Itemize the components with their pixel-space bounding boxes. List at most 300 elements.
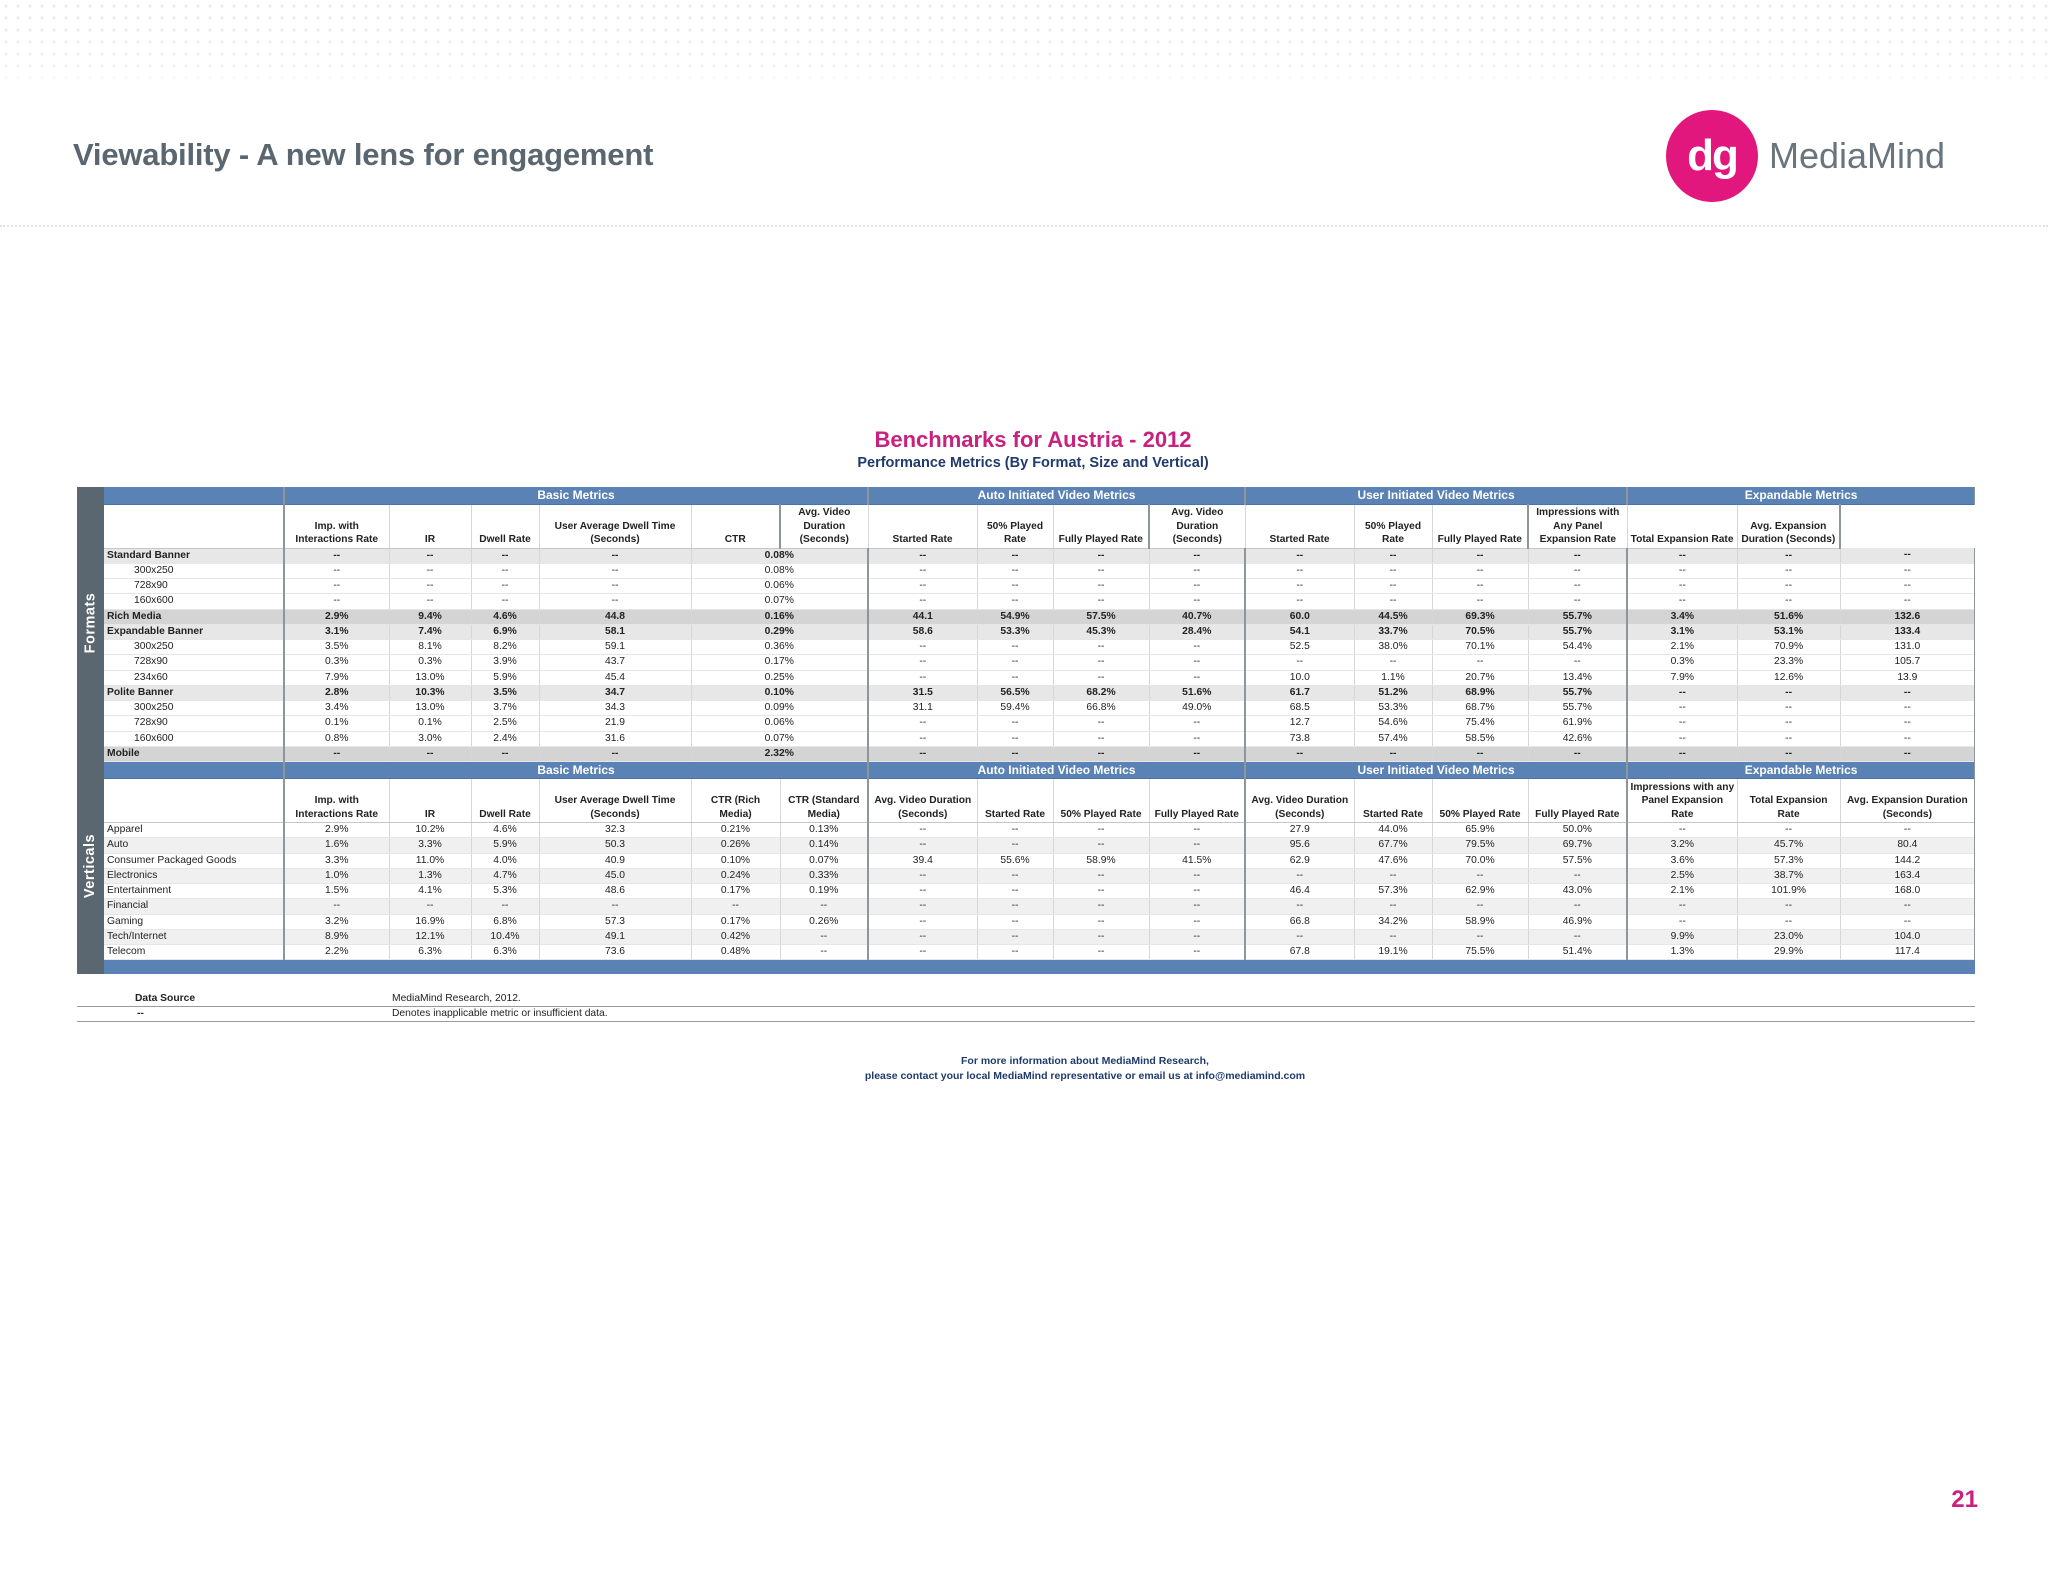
table-cell: 10.4% — [471, 929, 539, 944]
group-header-3: User Initiated Video Metrics — [1245, 762, 1627, 779]
table-cell: -- — [977, 716, 1053, 731]
table-cell: 0.33% — [780, 868, 868, 883]
row-label: Gaming — [104, 914, 284, 929]
column-header: Started Rate — [1245, 504, 1354, 548]
table-cell: -- — [1840, 746, 1975, 761]
table-cell: -- — [471, 563, 539, 578]
table-cell: 55.7% — [1528, 624, 1627, 639]
table-cell: 2.8% — [284, 685, 389, 700]
table-cell: 3.0% — [389, 731, 471, 746]
row-label: 728x90 — [104, 716, 284, 731]
table-cell: 0.08% — [691, 548, 868, 563]
table-cell: -- — [780, 945, 868, 960]
table-cell: -- — [977, 914, 1053, 929]
logo-mark: dg — [1666, 110, 1758, 202]
table-cell: 0.36% — [691, 640, 868, 655]
table-cell: -- — [977, 594, 1053, 609]
table-cell: 0.48% — [691, 945, 780, 960]
table-cell: 16.9% — [389, 914, 471, 929]
table-cell: 51.6% — [1737, 609, 1840, 624]
table-cell: 54.9% — [977, 609, 1053, 624]
header-divider — [0, 225, 2048, 227]
table-cell: 23.3% — [1737, 655, 1840, 670]
table-cell: -- — [1840, 548, 1975, 563]
table-cell: 3.3% — [284, 853, 389, 868]
table-cell: 10.3% — [389, 685, 471, 700]
column-header: Avg. Video Duration (Seconds) — [780, 504, 868, 548]
table-row — [104, 884, 1975, 899]
table-cell: -- — [1737, 579, 1840, 594]
table-cell: 133.4 — [1840, 624, 1975, 639]
table-cell: 51.6% — [1149, 685, 1245, 700]
table-cell: 101.9% — [1737, 884, 1840, 899]
table-cell: -- — [1840, 823, 1975, 838]
table-cell: 45.7% — [1737, 838, 1840, 853]
table-cell: 32.3 — [539, 823, 691, 838]
group-header-row — [104, 487, 1975, 504]
table-cell: 58.5% — [1432, 731, 1528, 746]
table-cell: 11.0% — [389, 853, 471, 868]
table-cell: 59.4% — [977, 701, 1053, 716]
table-cell: 50.0% — [1528, 823, 1627, 838]
table-cell: 4.6% — [471, 823, 539, 838]
table-cell: 13.0% — [389, 701, 471, 716]
group-header-1: Basic Metrics — [284, 487, 868, 504]
table-cell: -- — [1840, 563, 1975, 578]
table-cell: 0.8% — [284, 731, 389, 746]
column-header: Imp. with Interactions Rate — [284, 779, 389, 823]
table-cell: -- — [284, 746, 389, 761]
table-cell: 21.9 — [539, 716, 691, 731]
table-cell: -- — [389, 746, 471, 761]
table-cell: 33.7% — [1354, 624, 1432, 639]
table-cell: 8.9% — [284, 929, 389, 944]
table-cell: 3.2% — [1627, 838, 1737, 853]
table-cell: -- — [1627, 823, 1737, 838]
group-header-3: User Initiated Video Metrics — [1245, 487, 1627, 504]
table-cell: 62.9 — [1245, 853, 1354, 868]
table-row — [104, 670, 1975, 685]
table-cell: 0.25% — [691, 670, 868, 685]
column-header: CTR — [691, 504, 780, 548]
table-cell: -- — [1149, 838, 1245, 853]
table-cell: -- — [977, 945, 1053, 960]
table-cell: -- — [1840, 899, 1975, 914]
table-cell: 0.19% — [780, 884, 868, 899]
table-cell: 9.9% — [1627, 929, 1737, 944]
table-cell: 75.4% — [1432, 716, 1528, 731]
table-cell: -- — [1149, 594, 1245, 609]
table-cell: 0.3% — [389, 655, 471, 670]
table-cell: 163.4 — [1840, 868, 1975, 883]
table-cell: 56.5% — [977, 685, 1053, 700]
table-row — [104, 609, 1975, 624]
table-row — [104, 731, 1975, 746]
table-cell: -- — [977, 563, 1053, 578]
table-cell: 132.6 — [1840, 609, 1975, 624]
table-cell: -- — [1627, 563, 1737, 578]
table-cell: 58.9% — [1053, 853, 1149, 868]
table-cell: -- — [1149, 929, 1245, 944]
table-cell: -- — [1149, 563, 1245, 578]
table-cell: -- — [284, 579, 389, 594]
table-cell: 0.06% — [691, 716, 868, 731]
table-cell: 12.7 — [1245, 716, 1354, 731]
table-cell: 42.6% — [1528, 731, 1627, 746]
row-label: 300x250 — [104, 701, 284, 716]
benchmark-table — [104, 487, 1975, 974]
table-cell: 0.07% — [691, 731, 868, 746]
table-cell: -- — [1354, 579, 1432, 594]
table-cell: -- — [1432, 929, 1528, 944]
table-cell: 20.7% — [1432, 670, 1528, 685]
table-cell: -- — [977, 548, 1053, 563]
table-cell: 0.1% — [284, 716, 389, 731]
table-row — [104, 899, 1975, 914]
row-label: Standard Banner — [104, 548, 284, 563]
column-header: User Average Dwell Time (Seconds) — [539, 779, 691, 823]
table-cell: 3.6% — [1627, 853, 1737, 868]
table-cell: 79.5% — [1432, 838, 1528, 853]
table-cell: 68.7% — [1432, 701, 1528, 716]
table-cell: 0.14% — [780, 838, 868, 853]
table-cell: -- — [1053, 731, 1149, 746]
table-cell: 1.3% — [389, 868, 471, 883]
table-cell: 68.2% — [1053, 685, 1149, 700]
column-header: Avg. Video Duration (Seconds) — [1149, 504, 1245, 548]
table-cell: -- — [1149, 945, 1245, 960]
table-cell: 168.0 — [1840, 884, 1975, 899]
table-cell: 44.0% — [1354, 823, 1432, 838]
table-cell: -- — [868, 731, 977, 746]
table-cell: 3.1% — [284, 624, 389, 639]
table-cell: -- — [1840, 914, 1975, 929]
table-cell: 1.3% — [1627, 945, 1737, 960]
table-cell: -- — [1149, 640, 1245, 655]
table-cell: -- — [868, 563, 977, 578]
table-cell: 0.07% — [780, 853, 868, 868]
table-cell: -- — [1149, 914, 1245, 929]
table-cell: 0.3% — [284, 655, 389, 670]
table-cell: -- — [1245, 929, 1354, 944]
table-cell: 0.08% — [691, 563, 868, 578]
table-cell: -- — [1149, 548, 1245, 563]
benchmark-table-container — [77, 487, 1975, 974]
table-cell: 31.5 — [868, 685, 977, 700]
table-cell: -- — [1528, 563, 1627, 578]
table-cell: 58.6 — [868, 624, 977, 639]
table-cell: -- — [1245, 746, 1354, 761]
table-cell: 40.9 — [539, 853, 691, 868]
table-cell: -- — [1737, 914, 1840, 929]
table-cell: 2.4% — [471, 731, 539, 746]
table-cell: 4.1% — [389, 884, 471, 899]
table-cell: -- — [1840, 701, 1975, 716]
table-cell: 45.3% — [1053, 624, 1149, 639]
column-header: Avg. Video Duration (Seconds) — [868, 779, 977, 823]
table-cell: 44.5% — [1354, 609, 1432, 624]
note-row — [77, 992, 1975, 1007]
table-cell: 0.17% — [691, 655, 868, 670]
table-cell: -- — [284, 548, 389, 563]
table-cell: 3.9% — [471, 655, 539, 670]
table-cell: -- — [1354, 563, 1432, 578]
table-cell: 0.1% — [389, 716, 471, 731]
table-cell: 57.5% — [1053, 609, 1149, 624]
group-header-blank — [104, 762, 284, 779]
table-cell: -- — [977, 884, 1053, 899]
table-cell: 12.6% — [1737, 670, 1840, 685]
column-header: Total Expansion Rate — [1737, 779, 1840, 823]
table-footer-cell — [104, 960, 1975, 974]
column-header: Fully Played Rate — [1053, 504, 1149, 548]
table-cell: 69.7% — [1528, 838, 1627, 853]
table-cell: -- — [1528, 929, 1627, 944]
column-header: Impressions with Any Panel Expansion Rate — [1528, 504, 1627, 548]
table-cell: -- — [868, 868, 977, 883]
column-header: Dwell Rate — [471, 779, 539, 823]
table-cell: 6.3% — [389, 945, 471, 960]
table-cell: -- — [868, 929, 977, 944]
table-cell: -- — [1737, 899, 1840, 914]
table-cell: -- — [1432, 563, 1528, 578]
table-cell: 1.0% — [284, 868, 389, 883]
table-cell: 54.4% — [1528, 640, 1627, 655]
table-cell: 2.9% — [284, 609, 389, 624]
table-cell: 6.8% — [471, 914, 539, 929]
table-cell: 2.1% — [1627, 884, 1737, 899]
table-cell: 131.0 — [1840, 640, 1975, 655]
table-cell: 57.4% — [1354, 731, 1432, 746]
table-row — [104, 594, 1975, 609]
table-cell: -- — [1432, 548, 1528, 563]
table-cell: 46.4 — [1245, 884, 1354, 899]
table-cell: 69.3% — [1432, 609, 1528, 624]
table-cell: 0.16% — [691, 609, 868, 624]
row-label: 300x250 — [104, 640, 284, 655]
row-label: Expandable Banner — [104, 624, 284, 639]
table-cell: -- — [977, 868, 1053, 883]
table-cell: -- — [1528, 548, 1627, 563]
table-cell: -- — [1528, 594, 1627, 609]
table-cell: -- — [977, 579, 1053, 594]
column-header: 50% Played Rate — [1432, 779, 1528, 823]
table-cell: 2.32% — [691, 746, 868, 761]
table-cell: 61.7 — [1245, 685, 1354, 700]
table-cell: -- — [284, 899, 389, 914]
table-cell: 50.3 — [539, 838, 691, 853]
row-label: Financial — [104, 899, 284, 914]
table-cell: 0.24% — [691, 868, 780, 883]
table-cell: 144.2 — [1840, 853, 1975, 868]
table-row — [104, 640, 1975, 655]
table-cell: -- — [539, 594, 691, 609]
table-cell: 47.6% — [1354, 853, 1432, 868]
table-cell: -- — [539, 746, 691, 761]
table-cell: -- — [1737, 548, 1840, 563]
column-header — [104, 504, 284, 548]
row-label: 728x90 — [104, 579, 284, 594]
table-cell: -- — [1149, 579, 1245, 594]
mediamind-logo — [1666, 110, 1945, 202]
table-cell: 3.7% — [471, 701, 539, 716]
table-cell: 31.6 — [539, 731, 691, 746]
table-cell: -- — [471, 746, 539, 761]
table-cell: -- — [977, 731, 1053, 746]
group-header-blank — [104, 487, 284, 504]
table-cell: -- — [1149, 655, 1245, 670]
table-cell: 48.6 — [539, 884, 691, 899]
table-row — [104, 563, 1975, 578]
table-cell: 45.0 — [539, 868, 691, 883]
table-cell: 7.9% — [284, 670, 389, 685]
row-label: Tech/Internet — [104, 929, 284, 944]
table-cell: -- — [389, 563, 471, 578]
table-row — [104, 853, 1975, 868]
table-cell: 1.6% — [284, 838, 389, 853]
table-cell: 51.4% — [1528, 945, 1627, 960]
table-cell: -- — [1245, 548, 1354, 563]
table-cell: -- — [389, 579, 471, 594]
group-header-2: Auto Initiated Video Metrics — [868, 487, 1245, 504]
table-cell: 0.17% — [691, 884, 780, 899]
row-label: Mobile — [104, 746, 284, 761]
table-cell: -- — [1627, 579, 1737, 594]
column-header: Impressions with any Panel Expansion Rate — [1627, 779, 1737, 823]
table-cell: 3.3% — [389, 838, 471, 853]
table-cell: -- — [868, 640, 977, 655]
table-cell: -- — [977, 746, 1053, 761]
table-cell: -- — [471, 899, 539, 914]
table-cell: -- — [977, 670, 1053, 685]
table-cell: -- — [868, 746, 977, 761]
table-cell: 55.7% — [1528, 701, 1627, 716]
table-cell: 43.7 — [539, 655, 691, 670]
table-cell: -- — [1053, 945, 1149, 960]
table-cell: -- — [1149, 746, 1245, 761]
column-header — [104, 779, 284, 823]
table-cell: 41.5% — [1149, 853, 1245, 868]
table-cell: 52.5 — [1245, 640, 1354, 655]
table-cell: -- — [1053, 868, 1149, 883]
table-cell: 53.1% — [1737, 624, 1840, 639]
table-cell: -- — [1149, 731, 1245, 746]
group-header-1: Basic Metrics — [284, 762, 868, 779]
table-cell: 67.7% — [1354, 838, 1432, 853]
table-cell: 49.1 — [539, 929, 691, 944]
table-cell: -- — [1245, 563, 1354, 578]
table-cell: -- — [1245, 655, 1354, 670]
formats-side-label — [77, 487, 104, 758]
table-cell: 0.21% — [691, 823, 780, 838]
table-cell: 0.13% — [780, 823, 868, 838]
table-cell: -- — [1432, 868, 1528, 883]
table-cell: -- — [868, 899, 977, 914]
table-cell: 4.0% — [471, 853, 539, 868]
table-cell: 1.5% — [284, 884, 389, 899]
column-header: Dwell Rate — [471, 504, 539, 548]
column-header: 50% Played Rate — [1053, 779, 1149, 823]
table-cell: -- — [1245, 868, 1354, 883]
table-cell: -- — [1354, 655, 1432, 670]
table-cell: 0.10% — [691, 853, 780, 868]
table-cell: 19.1% — [1354, 945, 1432, 960]
table-cell: -- — [977, 655, 1053, 670]
table-cell: 38.0% — [1354, 640, 1432, 655]
table-cell: -- — [284, 563, 389, 578]
table-cell: 51.2% — [1354, 685, 1432, 700]
table-cell: 2.1% — [1627, 640, 1737, 655]
verticals-label-text: Verticals — [82, 833, 99, 899]
table-cell: 28.4% — [1149, 624, 1245, 639]
table-cell: 3.5% — [471, 685, 539, 700]
table-cell: 66.8% — [1053, 701, 1149, 716]
table-cell: -- — [1354, 868, 1432, 883]
table-cell: 6.9% — [471, 624, 539, 639]
table-row — [104, 624, 1975, 639]
table-cell: 70.1% — [1432, 640, 1528, 655]
column-header-row — [104, 779, 1975, 823]
table-cell: -- — [1627, 548, 1737, 563]
table-row — [104, 716, 1975, 731]
table-cell: 27.9 — [1245, 823, 1354, 838]
column-header: Avg. Video Duration (Seconds) — [1245, 779, 1354, 823]
table-cell: -- — [1245, 579, 1354, 594]
table-cell: 4.7% — [471, 868, 539, 883]
table-cell: 66.8 — [1245, 914, 1354, 929]
table-cell: -- — [471, 548, 539, 563]
table-cell: 0.17% — [691, 914, 780, 929]
table-cell: -- — [1737, 563, 1840, 578]
report-title: Benchmarks for Austria - 2012 — [874, 427, 1192, 452]
table-cell: -- — [1627, 746, 1737, 761]
table-cell: -- — [1737, 746, 1840, 761]
table-cell: 58.9% — [1432, 914, 1528, 929]
report-subtitle: Performance Metrics (By Format, Size and Vertical) — [857, 455, 1209, 471]
table-cell: 0.29% — [691, 624, 868, 639]
table-cell: 0.26% — [780, 914, 868, 929]
column-header: Avg. Expansion Duration (Seconds) — [1737, 504, 1840, 548]
note-value: Denotes inapplicable metric or insufficient data. — [392, 1008, 608, 1019]
table-cell: 53.3% — [977, 624, 1053, 639]
table-row — [104, 701, 1975, 716]
table-cell: 13.4% — [1528, 670, 1627, 685]
table-cell: 34.2% — [1354, 914, 1432, 929]
table-cell: -- — [539, 548, 691, 563]
table-cell: 3.4% — [284, 701, 389, 716]
table-cell: 5.9% — [471, 670, 539, 685]
table-cell: 73.6 — [539, 945, 691, 960]
table-cell: 70.5% — [1432, 624, 1528, 639]
table-cell: 40.7% — [1149, 609, 1245, 624]
table-cell: -- — [977, 838, 1053, 853]
table-cell: -- — [1737, 685, 1840, 700]
table-cell: -- — [977, 640, 1053, 655]
column-header: IR — [389, 779, 471, 823]
table-cell: -- — [1840, 594, 1975, 609]
table-cell: -- — [1354, 929, 1432, 944]
column-header: CTR (Rich Media) — [691, 779, 780, 823]
table-cell: -- — [780, 899, 868, 914]
column-header: Fully Played Rate — [1528, 779, 1627, 823]
column-header: 50% Played Rate — [977, 504, 1053, 548]
table-cell: 75.5% — [1432, 945, 1528, 960]
column-header-row — [104, 504, 1975, 548]
table-cell: -- — [868, 823, 977, 838]
table-cell: -- — [1528, 579, 1627, 594]
table-cell: 7.9% — [1627, 670, 1737, 685]
table-cell: 70.0% — [1432, 853, 1528, 868]
